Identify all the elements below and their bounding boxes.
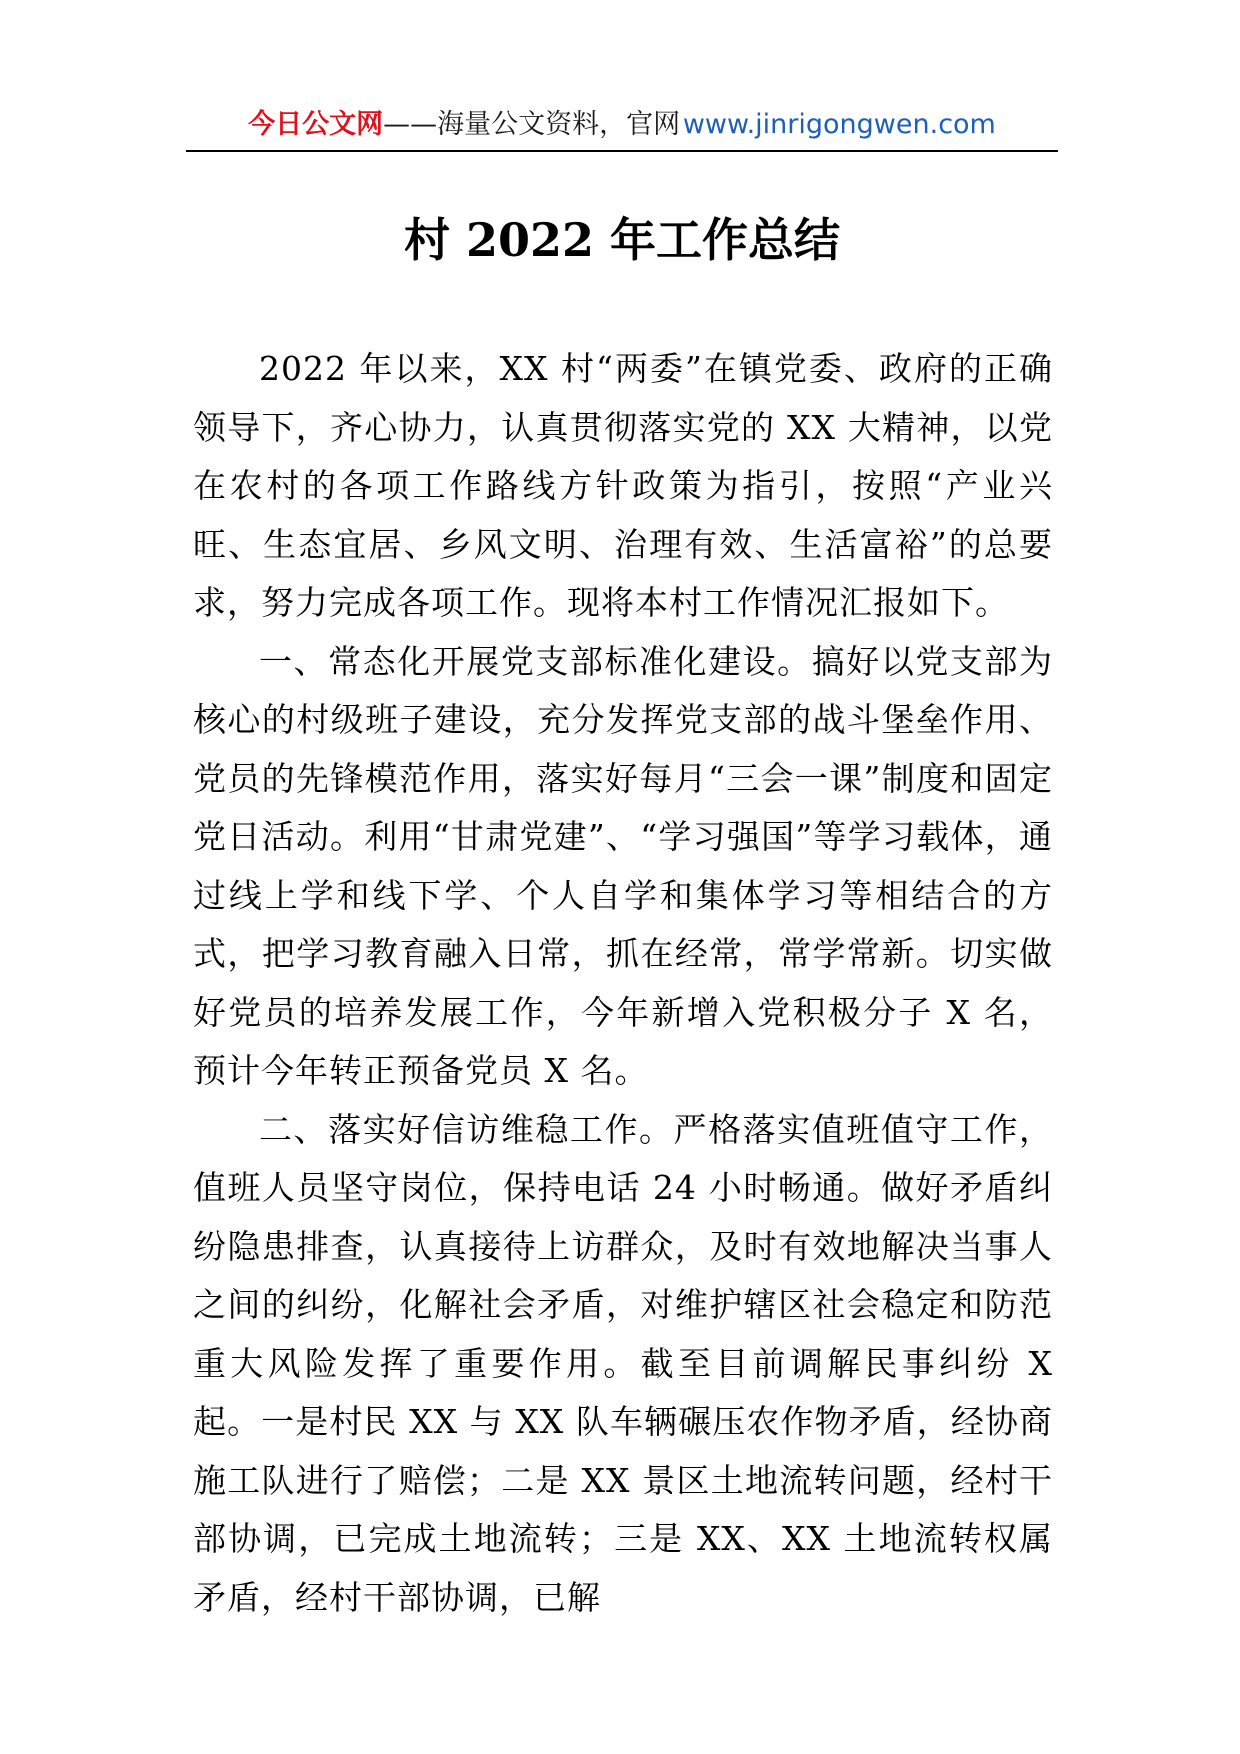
page-header xyxy=(186,100,1058,150)
document-body xyxy=(193,340,1053,1627)
website-link[interactable]: www.jinrigongwen.com xyxy=(682,109,996,140)
header-tagline: ——海量公文资料，官网 xyxy=(383,109,681,140)
paragraph-section-2: 二、落实好信访维稳工作。严格落实值班值守工作，值班人员坚守岗位，保持电话 24 小时畅通。做好矛盾纠纷隐患排查，认真接待上访群众，及时有效地解决当事人之间的纠纷，化解社会矛盾，对维护辖区社会稳定和防范重大风险发挥了重要作用。截至目前调解民事纠纷 X 起。一是村民 XX 与 XX 队车辆碾压农作物矛盾，经协商施工队进行了赔偿；二是 XX 景区土地流转问题，经村干部协调，已完成土地流转；三是 XX、XX 土地流转权属矛盾，经村干部协调，已解 xyxy=(193,1109,1053,1617)
paragraph-section-1: 一、常态化开展党支部标准化建设。搞好以党支部为核心的村级班子建设，充分发挥党支部的战斗堡垒作用、党员的先锋模范作用，落实好每月“三会一课”制度和固定党日活动。利用“甘肃党建”、“学习强国”等学习载体，通过线上学和线下学、个人自学和集体学习等相结合的方式，把学习教育融入日常，抓在经常，常学常新。切实做好党员的培养发展工作，今年新增入党积极分子 X 名，预计今年转正预备党员 X 名。 xyxy=(193,641,1053,1090)
document-title: 村 2022 年工作总结 xyxy=(403,213,841,267)
brand-name: 今日公文网 xyxy=(248,109,384,140)
paragraph-intro: 2022 年以来，XX 村“两委”在镇党委、政府的正确领导下，齐心协力，认真贯彻落实党的 XX 大精神，以党在农村的各项工作路线方针政策为指引，按照“产业兴旺、生态宜居、乡风文明、治理有效、生活富裕”的总要求，努力完成各项工作。现将本村工作情况汇报如下。 xyxy=(193,349,1053,622)
header-divider xyxy=(186,150,1058,152)
